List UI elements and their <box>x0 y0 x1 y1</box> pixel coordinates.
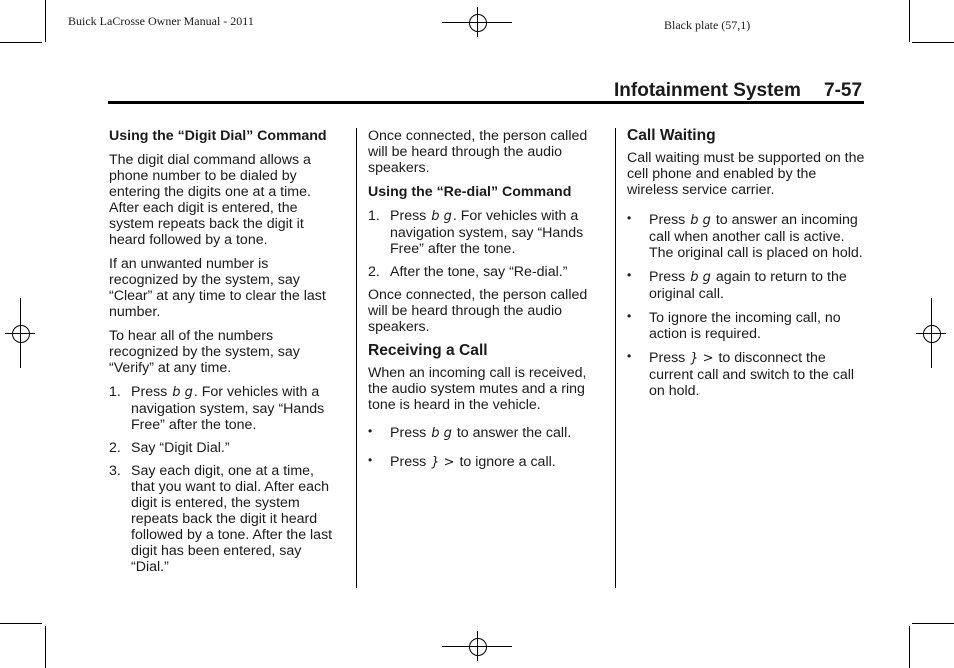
crop-mark <box>909 626 910 668</box>
push-to-talk-icon: b g <box>690 213 711 228</box>
bullet-text: again to return to the original call. <box>649 269 847 302</box>
crop-mark <box>912 623 954 624</box>
page-number: 7-57 <box>824 80 863 101</box>
end-call-icon: } > <box>690 351 714 366</box>
step-text: . For vehicles with a navigation system, say “Hands Free” after the tone. <box>131 384 325 433</box>
call-waiting-heading: Call Waiting <box>627 127 716 144</box>
bullet-item <box>627 212 867 261</box>
bullet-text: to answer an incoming call when another call is active. The original call is placed on hold. <box>649 212 863 261</box>
bullet-text: Press <box>390 454 427 470</box>
bullet-text: Press <box>649 350 686 366</box>
bullet: • <box>627 309 632 323</box>
crop-mark <box>0 623 42 624</box>
bullet: • <box>627 349 632 363</box>
bullet: • <box>627 211 632 225</box>
list-item <box>368 208 600 257</box>
paragraph: Once connected, the person called will be heard through the audio speakers. <box>368 128 588 176</box>
crop-mark <box>45 626 46 668</box>
column-divider <box>356 128 357 588</box>
bullet-item <box>627 269 867 302</box>
registration-mark <box>462 7 492 37</box>
bullet-text: to answer the call. <box>456 425 572 441</box>
column-divider <box>615 128 616 588</box>
step-text: Press <box>131 384 168 400</box>
step-text: . For vehicles with a navigation system, say “Hands Free” after the tone. <box>390 208 584 257</box>
list-item <box>109 463 341 575</box>
bullet-item <box>368 454 600 471</box>
bullet-text: to disconnect the current call and switch to the call on hold. <box>649 350 855 399</box>
bullet: • <box>368 453 373 467</box>
bullet-text: Press <box>390 425 427 441</box>
bullet-text: To ignore the incoming call, no action is required. <box>649 310 841 342</box>
registration-mark <box>5 318 35 348</box>
column-3 <box>627 128 867 407</box>
bullet-text: Press <box>649 269 686 285</box>
bullet-item <box>368 425 600 442</box>
end-call-icon: } > <box>431 455 455 470</box>
column-2 <box>368 128 600 479</box>
crop-mark <box>0 42 42 43</box>
push-to-talk-icon: b g <box>172 385 193 400</box>
header-rule <box>108 101 864 104</box>
step-text: After the tone, say “Re-dial.” <box>390 264 568 280</box>
crop-mark <box>909 0 910 42</box>
bullet-text: Press <box>649 212 686 228</box>
step-text: Say “Digit Dial.” <box>131 440 230 456</box>
receiving-call-heading: Receiving a Call <box>368 342 488 359</box>
bullet: • <box>627 268 632 282</box>
crop-mark <box>912 42 954 43</box>
step-number: 3. <box>109 463 121 479</box>
paragraph: If an unwanted number is recognized by the system, say “Clear” at any time to clear the last number. <box>109 256 326 320</box>
registration-mark <box>916 318 946 348</box>
column-1 <box>109 128 341 582</box>
push-to-talk-icon: b g <box>690 270 711 285</box>
step-text: Press <box>390 208 427 224</box>
paragraph: Call waiting must be supported on the cell phone and enabled by the wireless service carrier. <box>627 150 865 198</box>
bullet-text: to ignore a call. <box>459 454 556 470</box>
step-number: 2. <box>109 440 121 456</box>
registration-mark <box>462 631 492 661</box>
push-to-talk-icon: b g <box>431 426 452 441</box>
paragraph: The digit dial command allows a phone number to be dialed by entering the digits one at a time. After each digit is entered, the system repeats back the digit it heard followed by a tone. <box>109 152 311 248</box>
redial-heading: Using the “Re-dial” Command <box>368 184 572 200</box>
bullet-item <box>627 310 867 342</box>
step-text: Say each digit, one at a time, that you want to dial. After each digit is entered, the system repeats back the digit it heard followed by a tone. After the last digit has been entered, say “Dial.” <box>131 463 333 575</box>
bullet-item <box>627 350 867 399</box>
bullet: • <box>368 424 373 438</box>
list-item <box>109 384 341 433</box>
crop-mark <box>45 0 46 42</box>
push-to-talk-icon: b g <box>431 209 452 224</box>
paragraph: Once connected, the person called will be heard through the audio speakers. <box>368 287 588 335</box>
section-title: Infotainment System <box>614 80 801 101</box>
list-item <box>109 440 341 456</box>
paragraph: When an incoming call is received, the audio system mutes and a ring tone is heard in the vehicle. <box>368 365 587 413</box>
plate-label: Black plate (57,1) <box>664 18 751 32</box>
step-number: 1. <box>109 384 121 400</box>
step-number: 2. <box>368 264 380 280</box>
document-title: Buick LaCrosse Owner Manual - 2011 <box>68 14 254 28</box>
list-item <box>368 264 600 280</box>
paragraph: To hear all of the numbers recognized by the system, say “Verify” at any time. <box>109 328 300 376</box>
digit-dial-heading: Using the “Digit Dial” Command <box>109 128 327 144</box>
step-number: 1. <box>368 208 380 224</box>
